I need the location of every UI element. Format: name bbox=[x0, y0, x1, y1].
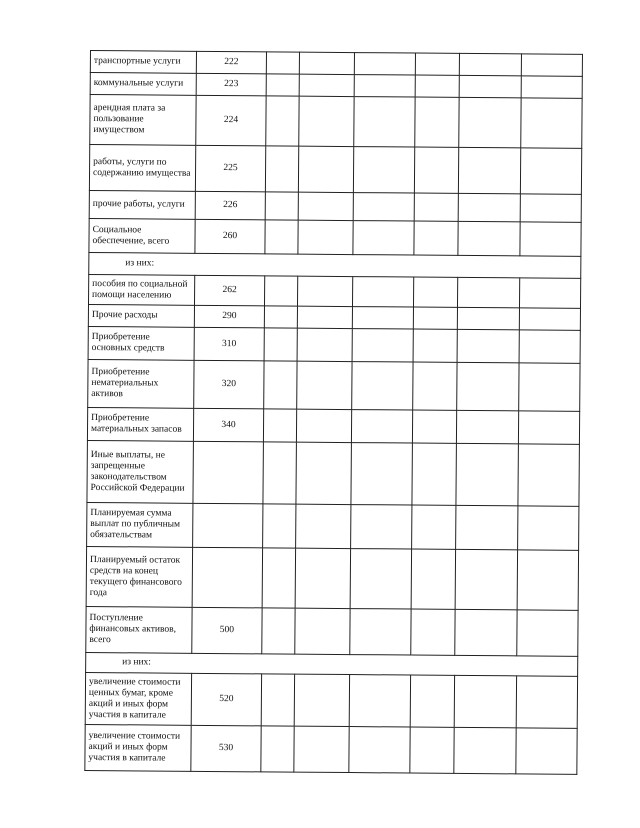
row-name: Планируемый остаток средств на конец текущего финансового года bbox=[86, 546, 192, 607]
cell bbox=[298, 146, 353, 192]
row-name: прочие работы, услуги bbox=[89, 190, 195, 219]
cell bbox=[412, 443, 456, 505]
row-code: 530 bbox=[191, 725, 261, 772]
cell bbox=[458, 193, 520, 221]
row-code: 340 bbox=[193, 408, 263, 442]
row-code: 310 bbox=[194, 327, 264, 361]
row-name: Приобретение основных средств bbox=[88, 326, 194, 360]
cell bbox=[411, 549, 455, 609]
cell bbox=[266, 52, 299, 74]
cell bbox=[349, 727, 410, 773]
cell bbox=[262, 608, 295, 654]
cell bbox=[457, 362, 519, 410]
table-row bbox=[86, 546, 578, 610]
cell bbox=[413, 362, 457, 410]
cell bbox=[265, 192, 298, 220]
cell bbox=[263, 504, 296, 548]
cell bbox=[297, 361, 352, 409]
cell bbox=[294, 726, 349, 772]
cell bbox=[516, 728, 577, 774]
row-name: транспортные услуги bbox=[90, 51, 196, 74]
row-code: 262 bbox=[194, 275, 264, 306]
row-name: пособия по социальной помощи населению bbox=[89, 274, 195, 305]
cell bbox=[457, 307, 519, 329]
cell bbox=[266, 74, 299, 96]
cell bbox=[294, 674, 349, 726]
cell bbox=[411, 609, 455, 655]
row-code: 260 bbox=[195, 219, 265, 254]
cell bbox=[265, 220, 298, 254]
cell bbox=[297, 306, 352, 328]
cell bbox=[521, 98, 582, 148]
cell bbox=[298, 220, 353, 254]
cell bbox=[351, 505, 412, 549]
cell bbox=[454, 727, 516, 773]
row-name: увеличение стоимости акций и иных форм участия в капитале bbox=[85, 724, 191, 771]
cell bbox=[352, 277, 413, 307]
row-name: Поступление финансовых активов, всего bbox=[86, 606, 192, 653]
cell bbox=[266, 96, 299, 146]
cell bbox=[519, 308, 580, 330]
table-row bbox=[86, 606, 578, 656]
cell bbox=[296, 504, 351, 548]
cell bbox=[262, 548, 295, 608]
cell bbox=[520, 194, 581, 222]
cell bbox=[413, 329, 457, 362]
cell bbox=[350, 549, 411, 609]
row-name: Приобретение нематериальных активов bbox=[88, 359, 194, 408]
cell bbox=[264, 276, 297, 306]
cell bbox=[410, 727, 454, 773]
row-name: Иные выплаты, не запрещенные законодательством Российской Федерации bbox=[87, 440, 193, 503]
cell bbox=[415, 53, 459, 75]
row-code: 290 bbox=[194, 305, 264, 328]
table-row bbox=[90, 95, 582, 149]
cell bbox=[414, 221, 458, 255]
cell bbox=[458, 221, 520, 255]
row-code bbox=[193, 441, 263, 504]
cell bbox=[413, 307, 457, 329]
cell bbox=[459, 53, 521, 75]
document-page bbox=[84, 50, 583, 775]
cell bbox=[351, 443, 412, 505]
cell bbox=[415, 97, 459, 147]
cell bbox=[457, 277, 519, 307]
cell bbox=[261, 726, 294, 772]
cell bbox=[298, 192, 353, 220]
row-name: арендная плата за пользование имуществом bbox=[90, 95, 196, 146]
row-name: Планируемая сумма выплат по публичным обязательствам bbox=[87, 502, 193, 547]
table-row bbox=[87, 407, 579, 444]
cell bbox=[263, 442, 296, 504]
cell bbox=[517, 610, 578, 656]
row-code: 500 bbox=[192, 607, 262, 654]
table-row bbox=[89, 218, 581, 256]
cell bbox=[352, 307, 413, 329]
cell bbox=[350, 609, 411, 655]
cell bbox=[520, 222, 581, 256]
cell bbox=[459, 97, 521, 147]
cell bbox=[519, 330, 580, 363]
cell bbox=[352, 329, 413, 362]
table-row bbox=[87, 440, 579, 506]
cell bbox=[519, 278, 580, 308]
cell bbox=[410, 675, 454, 727]
cell bbox=[458, 147, 520, 193]
cell bbox=[299, 74, 354, 96]
cell bbox=[261, 674, 294, 726]
cell bbox=[263, 409, 296, 442]
table-row bbox=[87, 502, 579, 550]
row-code: 226 bbox=[195, 191, 265, 220]
cell bbox=[353, 221, 414, 255]
cell bbox=[518, 506, 579, 550]
cell bbox=[517, 550, 578, 610]
cell bbox=[413, 277, 457, 307]
cell bbox=[296, 442, 351, 504]
row-name: коммунальные услуги bbox=[90, 73, 196, 96]
cell bbox=[353, 147, 414, 193]
cell bbox=[455, 549, 517, 609]
cell bbox=[354, 75, 415, 97]
cell bbox=[414, 147, 458, 193]
row-code bbox=[193, 503, 263, 548]
table-row bbox=[85, 724, 577, 774]
cell bbox=[264, 361, 297, 409]
cell bbox=[354, 97, 415, 147]
cell bbox=[299, 96, 354, 146]
cell bbox=[295, 548, 350, 608]
cell bbox=[415, 75, 459, 97]
cell bbox=[459, 75, 521, 97]
cell bbox=[520, 148, 581, 194]
cell bbox=[414, 193, 458, 221]
cell bbox=[457, 329, 519, 362]
cell bbox=[299, 52, 354, 74]
table-row bbox=[88, 359, 580, 411]
row-code: 225 bbox=[195, 145, 265, 192]
cell bbox=[521, 54, 582, 76]
table-row bbox=[89, 145, 581, 195]
row-code: 223 bbox=[196, 73, 266, 96]
table-row bbox=[88, 326, 580, 363]
cell bbox=[265, 146, 298, 192]
row-name: работы, услуги по содержанию имущества bbox=[89, 145, 195, 192]
cell bbox=[264, 306, 297, 328]
cell bbox=[412, 505, 456, 549]
row-name: Социальное обеспечение, всего bbox=[89, 218, 195, 253]
table-row bbox=[89, 274, 581, 308]
subheader-row: из них: bbox=[86, 652, 578, 676]
cell bbox=[351, 410, 412, 443]
cell bbox=[518, 444, 579, 506]
cell bbox=[454, 675, 516, 727]
cell bbox=[297, 276, 352, 306]
cell bbox=[264, 328, 297, 361]
row-code: 520 bbox=[191, 673, 261, 726]
cell bbox=[518, 411, 579, 444]
table-row bbox=[89, 190, 581, 222]
row-name: Прочие расходы bbox=[88, 304, 194, 327]
row-code: 224 bbox=[196, 95, 266, 146]
cell bbox=[516, 676, 577, 728]
table-row bbox=[85, 672, 577, 728]
cell bbox=[521, 76, 582, 98]
cell bbox=[295, 608, 350, 654]
cell bbox=[352, 362, 413, 410]
row-name: увеличение стоимости ценных бумаг, кроме акций и иных форм участия в капитале bbox=[85, 672, 191, 725]
subheader-row: из них: bbox=[89, 252, 581, 278]
row-code: 320 bbox=[194, 360, 264, 409]
cell bbox=[456, 505, 518, 549]
cell bbox=[349, 675, 410, 727]
cell bbox=[456, 443, 518, 505]
cell bbox=[296, 409, 351, 442]
row-name: Приобретение материальных запасов bbox=[87, 407, 193, 441]
cell bbox=[412, 410, 456, 443]
cell bbox=[353, 193, 414, 221]
cell bbox=[455, 609, 517, 655]
cell bbox=[519, 363, 580, 411]
cell bbox=[456, 410, 518, 443]
cell bbox=[297, 328, 352, 361]
row-code: 222 bbox=[196, 51, 266, 74]
financial-plan-table bbox=[84, 50, 583, 775]
row-code bbox=[192, 547, 262, 608]
cell bbox=[354, 53, 415, 75]
